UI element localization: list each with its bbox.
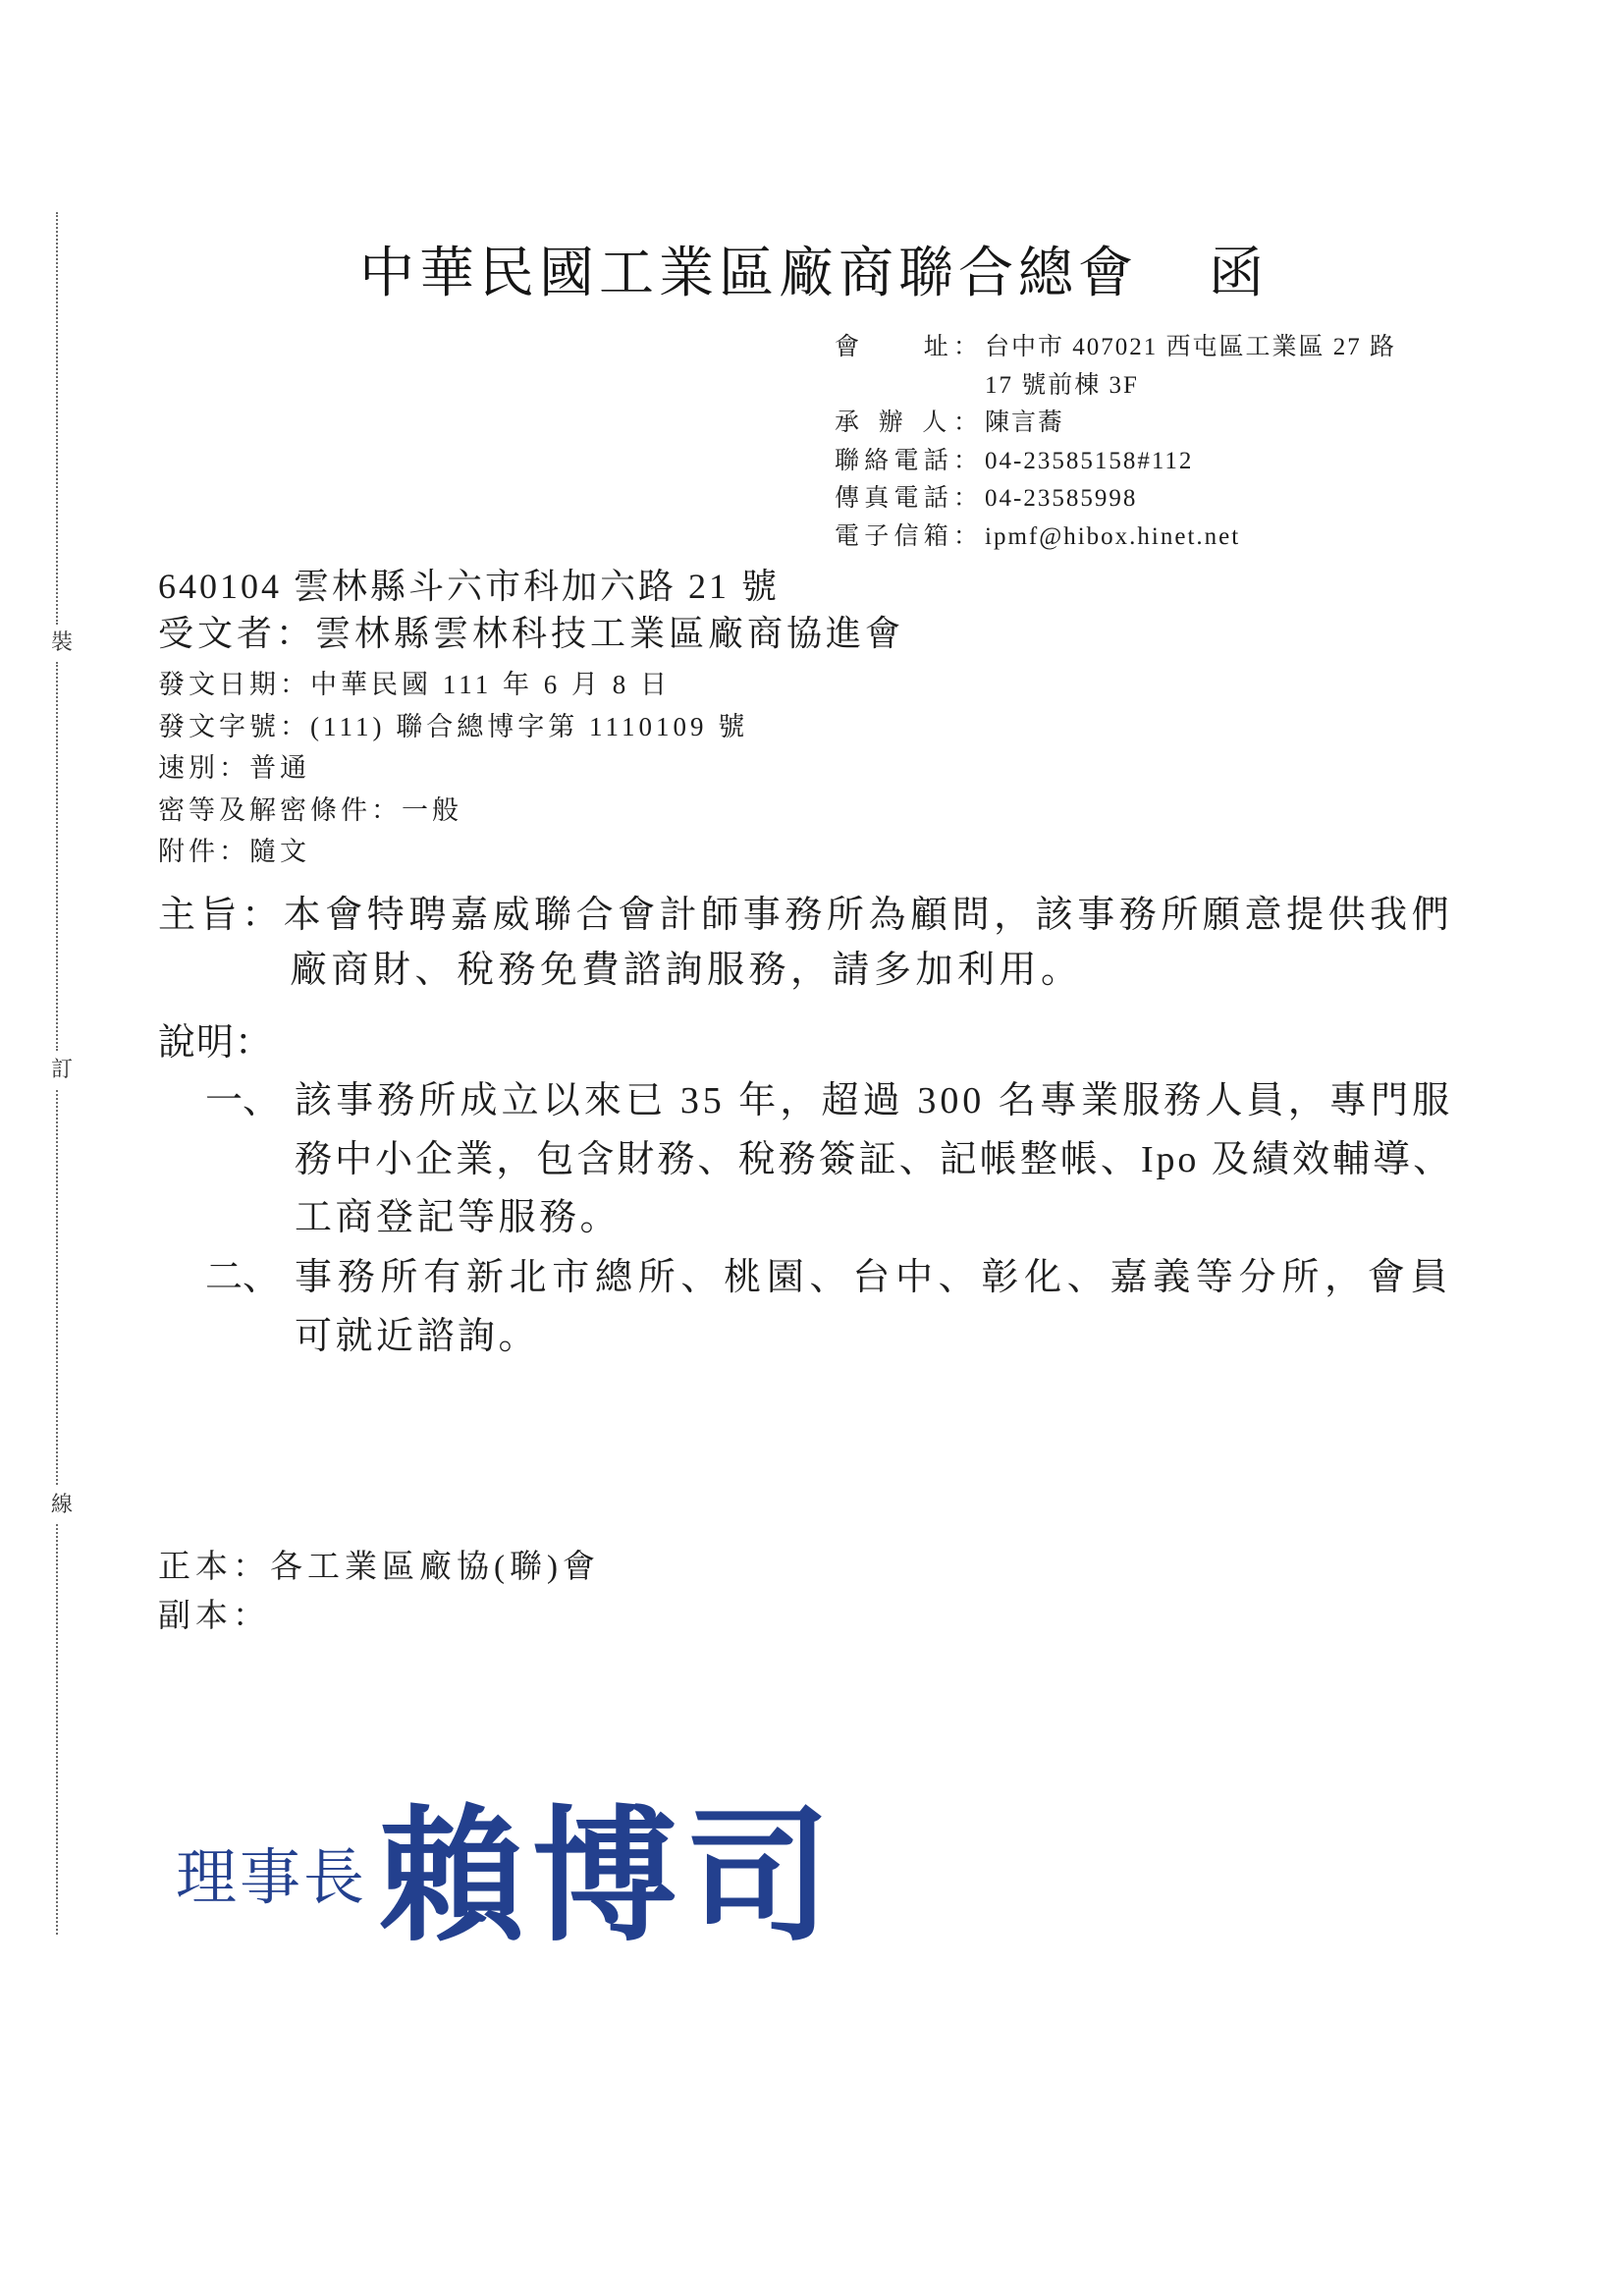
explanation-label: 說明： bbox=[158, 1022, 274, 1064]
meta-row bbox=[158, 831, 748, 873]
meta-value: (111) 聯合總博字第 1110109 號 bbox=[310, 711, 749, 741]
meta-label: 發文日期： bbox=[158, 670, 310, 699]
address-row-2 bbox=[835, 367, 1396, 406]
meta-value: 一般 bbox=[402, 794, 462, 825]
email-address: ipmf@hibox.hinet.net bbox=[985, 522, 1241, 550]
fax-number: 04-23585998 bbox=[985, 485, 1138, 512]
item-line: 可就近諮詢。 bbox=[295, 1315, 540, 1357]
meta-value: 隨文 bbox=[249, 837, 310, 867]
address-line1: 台中市 407021 西屯區工業區 27 路 bbox=[985, 334, 1397, 360]
document-type: 函 bbox=[1209, 244, 1269, 304]
document-title: 中華民國工業區廠商聯合總會 bbox=[359, 244, 1138, 304]
binding-mark-bottom: 線 bbox=[50, 1492, 73, 1516]
meta-value: 普通 bbox=[249, 753, 310, 784]
recipient-label: 受文者： bbox=[158, 614, 316, 653]
address-line2: 17 號前棟 3F bbox=[985, 371, 1139, 399]
address-row bbox=[835, 329, 1396, 367]
meta-label: 附件： bbox=[158, 837, 249, 867]
sender-contact-block bbox=[835, 329, 1396, 556]
handler-row bbox=[835, 405, 1396, 443]
meta-label: 發文字號： bbox=[158, 711, 310, 741]
subject-line-1 bbox=[158, 888, 1453, 943]
subject-text-1: 本會特聘嘉威聯合會計師事務所為顧問，該事務所願意提供我們 bbox=[283, 895, 1453, 936]
email-label: 電子信箱： bbox=[835, 522, 978, 550]
item-line: 事務所有新北市總所、桃園、台中、彰化、嘉義等分所，會員 bbox=[295, 1257, 1453, 1298]
meta-label: 密等及解密條件： bbox=[158, 794, 402, 825]
item-number: 一、 bbox=[205, 1080, 281, 1121]
subject-label: 主旨： bbox=[158, 895, 284, 936]
fax-row bbox=[835, 480, 1396, 519]
fax-label: 傳真電話： bbox=[835, 485, 978, 512]
phone-label: 聯絡電話： bbox=[835, 447, 978, 474]
meta-row bbox=[158, 747, 748, 790]
meta-label: 速別： bbox=[158, 753, 249, 784]
original-label: 正本： bbox=[158, 1550, 270, 1585]
phone-row bbox=[835, 443, 1396, 481]
item-line: 務中小企業，包含財務、稅務簽証、記帳整帳、Ipo 及績效輔導、 bbox=[295, 1138, 1453, 1180]
copy-recipients bbox=[158, 1595, 270, 1638]
copy-label: 副本： bbox=[158, 1599, 270, 1634]
signature-name: 賴博司 bbox=[379, 1798, 839, 1959]
item-line: 該事務所成立以來已 35 年，超過 300 名專業服務人員，專門服 bbox=[295, 1080, 1453, 1121]
binding-line-segment bbox=[56, 1524, 58, 1935]
phone-number: 04-23585158#112 bbox=[985, 447, 1194, 474]
handler-label: 承 辦 人： bbox=[835, 410, 978, 436]
recipient-line bbox=[158, 610, 904, 657]
address-label: 會 址： bbox=[835, 334, 978, 360]
item-number: 二、 bbox=[205, 1257, 281, 1298]
email-row bbox=[835, 519, 1396, 557]
recipient-address: 640104 雲林縣斗六市科加六路 21 號 bbox=[158, 567, 781, 606]
original-value: 各工業區廠協(聯)會 bbox=[270, 1550, 600, 1585]
document-meta bbox=[158, 664, 748, 873]
binding-line-segment bbox=[56, 662, 58, 1051]
binding-mark-top: 裝 bbox=[50, 629, 73, 654]
meta-value: 中華民國 111 年 6 月 8 日 bbox=[310, 670, 671, 699]
subject-text-2: 廠商財、稅務免費諮詢服務，請多加利用。 bbox=[290, 950, 1083, 991]
handler-name: 陳言蕎 bbox=[985, 410, 1065, 436]
meta-row bbox=[158, 664, 748, 706]
binding-line-segment bbox=[56, 1090, 58, 1485]
meta-row bbox=[158, 790, 748, 832]
binding-mark-middle: 訂 bbox=[50, 1057, 73, 1081]
recipient-name: 雲林縣雲林科技工業區廠商協進會 bbox=[315, 614, 905, 653]
original-recipients bbox=[158, 1546, 600, 1589]
item-line: 工商登記等服務。 bbox=[295, 1197, 622, 1238]
binding-line-segment bbox=[56, 212, 58, 625]
signature-title: 理事長 bbox=[176, 1845, 368, 1912]
meta-row bbox=[158, 706, 748, 748]
